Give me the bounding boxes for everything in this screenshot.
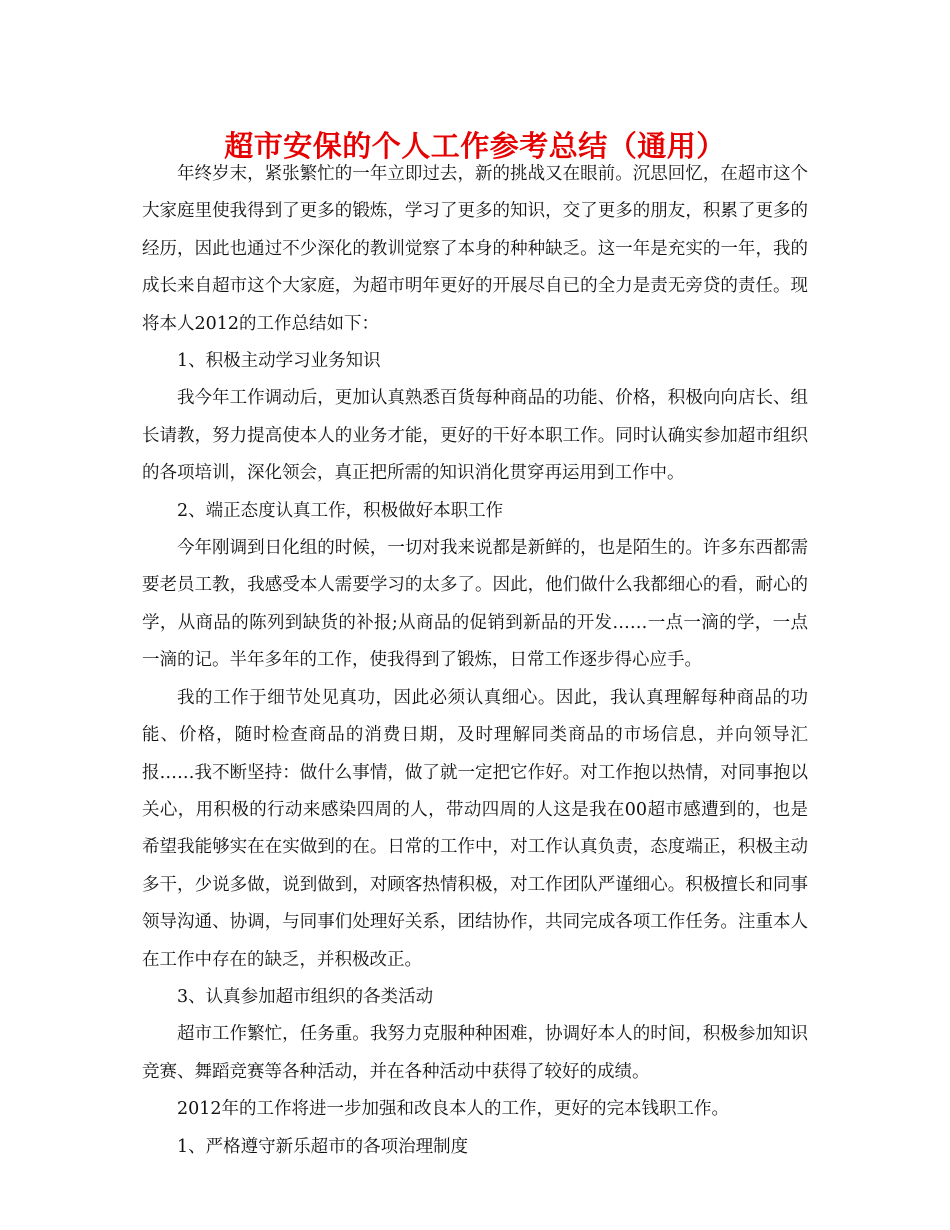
paragraph: 我今年工作调动后，更加认真熟悉百货每种商品的功能、价格，积极向向店长、组长请教，努力提高使本人的业务才能，更好的干好本职工作。同时认确实参加超市组织的各项培训，深化领会，真正把所需的知识消化贯穿再运用到工作中。 (142, 388, 808, 484)
paragraph: 我的工作于细节处见真功，因此必须认真细心。因此，我认真理解每种商品的功能、价格，随时检查商品的消费日期，及时理解同类商品的市场信息，并向领导汇报……我不断坚持：做什么事情，做了就一定把它作好。对工作抱以热情，对同事抱以关心，用积极的行动来感染四周的人，带动四周的人这是我在00超市感遭到的，也是希望我能够实在在实做到的在。日常的工作中，对工作认真负责，态度端正，积极主动多干，少说多做，说到做到，对顾客热情积极，对工作团队严谨细心。积极擅长和同事领导沟通、协调，与同事们处理好关系，团结协作，共同完成各项工作任务。注重本人在工作中存在的缺乏，并积极改正。 (142, 687, 808, 970)
section-heading: 2、端正态度认真工作，积极做好本职工作 (177, 500, 504, 521)
paragraph: 2012年的工作将进一步加强和改良本人的工作，更好的完本钱职工作。 (177, 1099, 730, 1120)
section-heading: 3、认真参加超市组织的各类活动 (177, 986, 434, 1007)
section-heading: 1、积极主动学习业务知识 (177, 351, 381, 372)
document-title: 超市安保的个人工作参考总结（通用） (224, 129, 726, 163)
paragraph: 年终岁末，紧张繁忙的一年立即过去，新的挑战又在眼前。沉思回忆，在超市这个大家庭里使我得到了更多的锻炼，学习了更多的知识，交了更多的朋友，积累了更多的经历，因此也通过不少深化的教训觉察了本身的种种缺乏。这一年是充实的一年，我的成长来自超市这个大家庭，为超市明年更好的开展尽自已的全力是责无旁贷的责任。现将本人2012的工作总结如下： (142, 164, 808, 334)
section-heading: 1、严格遵守新乐超市的各项治理制度 (177, 1136, 469, 1157)
paragraph: 今年刚调到日化组的时候，一切对我来说都是新鲜的，也是陌生的。许多东西都需要老员工教，我感受本人需要学习的太多了。因此，他们做什么我都细心的看，耐心的学，从商品的陈列到缺货的补报;从商品的促销到新品的开发……一点一滴的学，一点一滴的记。半年多年的工作，使我得到了锻炼，日常工作逐步得心应手。 (142, 538, 808, 671)
paragraph: 超市工作繁忙，任务重。我努力克服种种困难，协调好本人的时间，积极参加知识竞赛、舞蹈竞赛等各种活动，并在各种活动中获得了较好的成绩。 (142, 1024, 808, 1082)
document-body (142, 156, 808, 1166)
